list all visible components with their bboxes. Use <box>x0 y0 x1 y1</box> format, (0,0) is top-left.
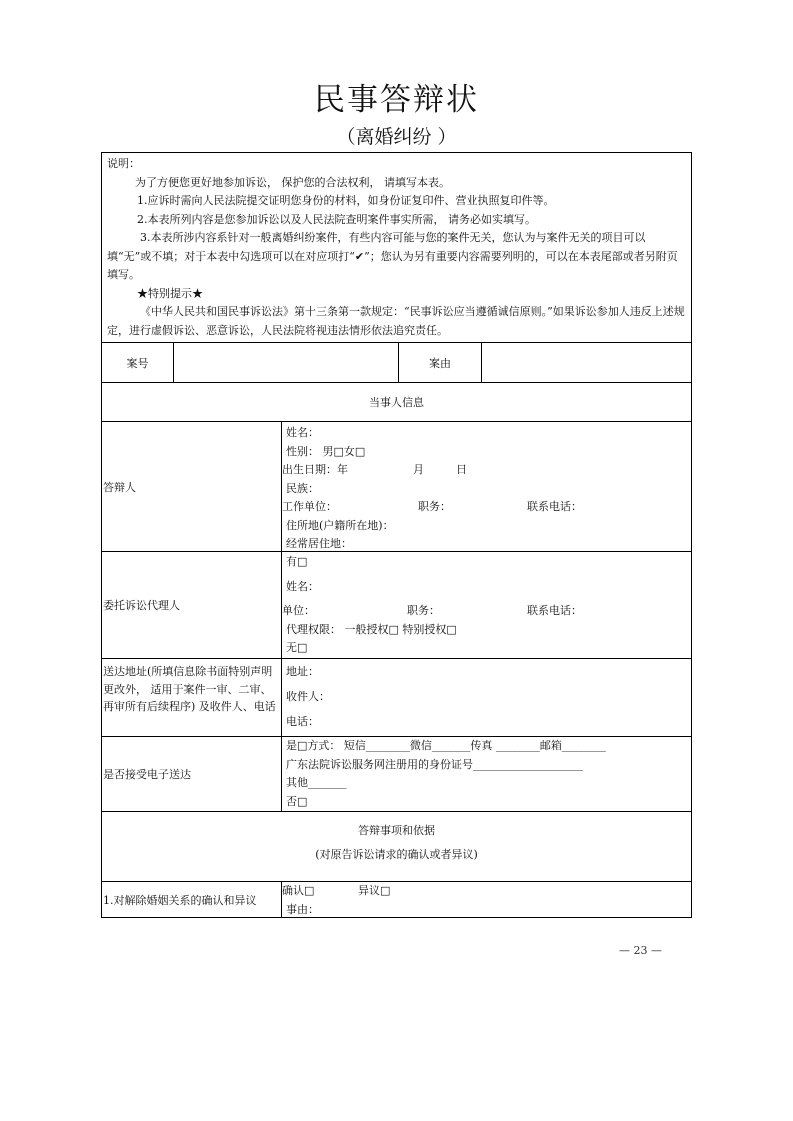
defence-subheading: (对原告诉讼请求的确认或者异议) <box>315 848 478 861</box>
gender-male-checkbox[interactable]: □ <box>333 444 344 458</box>
electronic-service-label: 是否接受电子送达 <box>102 737 282 811</box>
answer-form-table <box>101 152 692 918</box>
employer-label: 工作单位： <box>282 500 337 513</box>
phone-label: 联系电话： <box>527 500 582 513</box>
respondent-domicile-field[interactable]: 住所地(户籍所在地)： <box>286 518 394 532</box>
case-info-row <box>102 342 691 382</box>
birth-year-label: 出生日期：年 <box>282 463 348 476</box>
case-number-field[interactable] <box>174 343 399 382</box>
party-info-heading: 当事人信息 <box>369 396 424 409</box>
agent-phone-label: 联系电话： <box>527 604 582 617</box>
agent-has-checkbox[interactable]: 有□ <box>286 555 308 568</box>
defence-item-label: 1.对解除婚姻关系的确认和异议 <box>102 882 282 917</box>
birth-day-label: 日 <box>456 463 467 476</box>
case-cause-field[interactable] <box>482 343 691 382</box>
respondent-gender-field[interactable] <box>282 443 691 462</box>
respondent-employment-field[interactable] <box>282 498 691 517</box>
agent-none-checkbox[interactable]: 无□ <box>286 641 308 654</box>
agent-name-field[interactable]: 姓名： <box>286 579 319 593</box>
defence-dispute-checkbox[interactable]: 异议□ <box>358 884 391 897</box>
respondent-name-field[interactable]: 姓名： <box>286 426 319 439</box>
respondent-ethnicity-field[interactable]: 民族： <box>286 481 319 495</box>
respondent-birthdate-field[interactable] <box>282 461 691 480</box>
defence-reason-field[interactable]: 事由： <box>286 902 319 916</box>
defence-heading: 答辩事项和依据 <box>358 824 435 837</box>
instructions-item-1: 1.应诉时需向人民法院提交证明您身份的材料，如身份证复印件、营业执照复印件等。 <box>137 194 555 207</box>
instructions-intro: 为了方便您更好地参加诉讼， 保护您的合法权利， 请填写本表。 <box>135 175 450 189</box>
agent-unit-field[interactable] <box>282 602 691 621</box>
service-address-field[interactable]: 地址： <box>286 665 319 678</box>
document-subtitle: （离婚纠纷 ） <box>336 126 457 148</box>
instructions-heading: 说明： <box>107 157 140 170</box>
special-notice-heading: ★特别提示★ <box>137 286 203 300</box>
agent-authority-options[interactable]: 代理权限： 一般授权□ 特别授权□ <box>286 622 457 636</box>
birth-month-label: 月 <box>413 463 424 476</box>
gender-male-option: 男 <box>322 444 334 458</box>
case-number-label: 案号 <box>102 343 174 382</box>
page-number: — 23 — <box>619 944 662 957</box>
agent-unit-label: 单位： <box>282 604 315 617</box>
electronic-service-id-field[interactable]: 广东法院诉讼服务网注册用的身份证号____________________ <box>286 757 583 771</box>
case-cause-label: 案由 <box>399 343 482 382</box>
agent-row <box>102 551 691 658</box>
electronic-service-row <box>102 736 691 811</box>
gender-label: 性别： <box>286 444 319 458</box>
instructions-item-2: 2.本表所列内容是您参加诉讼以及人民法院查明案件事实所需， 请务必如实填写。 <box>137 212 536 226</box>
party-info-heading-row <box>102 382 691 421</box>
respondent-residence-field[interactable]: 经常居住地： <box>286 537 352 550</box>
gender-female-checkbox[interactable]: □ <box>354 444 366 458</box>
position-label: 职务： <box>418 500 451 513</box>
document-title: 民事答辩状 <box>314 82 479 118</box>
agent-label: 委托诉讼代理人 <box>102 552 282 658</box>
respondent-label: 答辩人 <box>102 422 282 551</box>
service-address-row <box>102 658 691 736</box>
agent-position-label: 职务： <box>407 604 440 617</box>
instructions-block <box>102 153 691 342</box>
electronic-service-other-field[interactable]: 其他_______ <box>286 776 347 789</box>
electronic-service-no-checkbox[interactable]: 否□ <box>286 794 308 808</box>
defence-heading-row <box>102 811 691 881</box>
respondent-row <box>102 421 691 551</box>
defence-item-options <box>282 882 691 901</box>
defence-item-row <box>102 881 691 917</box>
electronic-service-yes-option[interactable]: 是□方式： 短信________微信_______传真 ________邮箱________ <box>286 739 606 752</box>
special-notice-text: 《中华人民共和国民事诉讼法》第十三条第一款规定：“民事诉讼应当遵循诚信原则。”如果诉讼参加人违反上述规定，进行虚假诉讼、恶意诉讼，人民法院将视违法情形依法追究责任。 <box>107 305 685 337</box>
service-phone-field[interactable]: 电话： <box>286 715 319 728</box>
defence-confirm-checkbox[interactable]: 确认□ <box>282 884 315 897</box>
service-address-label: 送达地址(所填信息除书面特别声明更改外， 适用于案件一审、二审、再审所有后续程序) 及收件人、电话 <box>102 659 282 736</box>
gender-female-option: 女 <box>343 444 355 458</box>
instructions-item-3: 3.本表所涉内容系针对一般离婚纠纷案件，有些内容可能与您的案件无关，您认为与案件无关的项目可以填“无”或不填；对于本表中勾选项可以在对应项打“✔”；您认为另有重要内容需要列明的，可以在本表尾部或者另附页填写。 <box>107 231 678 281</box>
service-recipient-field[interactable]: 收件人： <box>286 690 330 703</box>
